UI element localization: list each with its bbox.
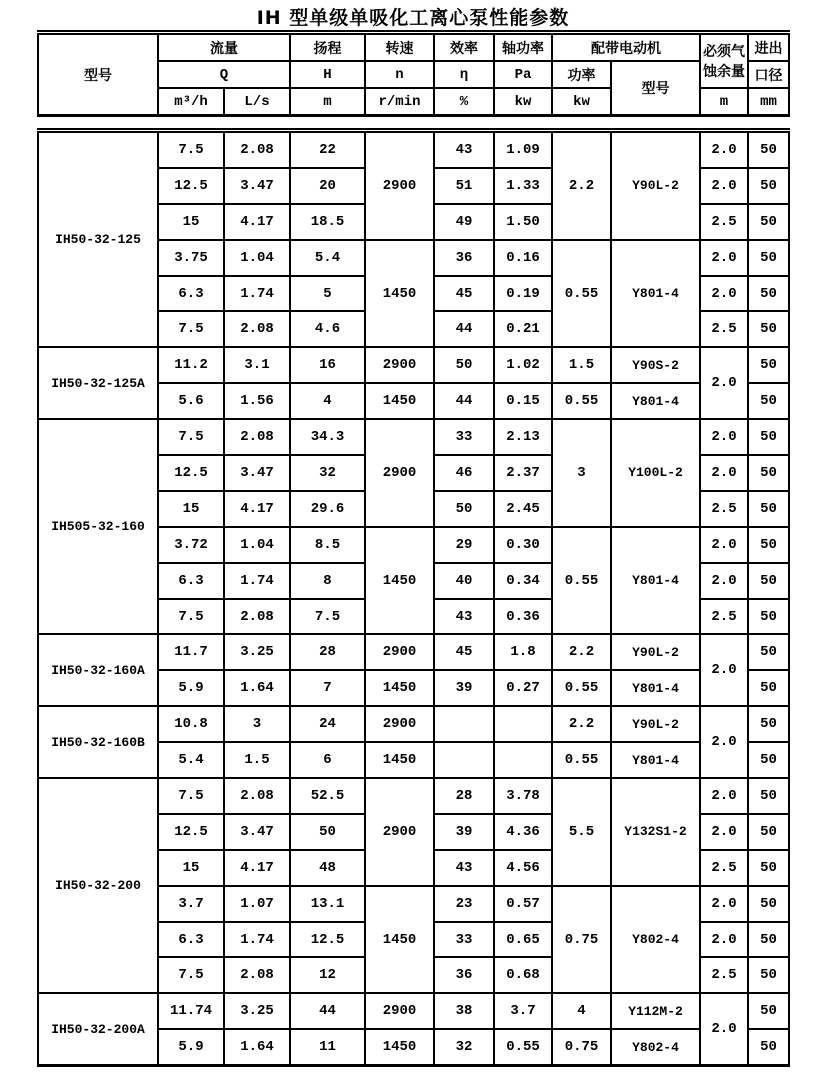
shaft-power-cell: 0.30 (494, 527, 552, 563)
shaft-power-cell: 0.55 (494, 1029, 552, 1065)
shaft-power-cell: 0.57 (494, 886, 552, 922)
flow-m3h-cell: 6.3 (158, 563, 224, 599)
speed-cell: 2900 (365, 778, 434, 886)
flow-m3h-cell: 7.5 (158, 419, 224, 455)
speed-cell: 1450 (365, 742, 434, 778)
motor-power-cell: 5.5 (552, 778, 611, 886)
port-diameter-cell: 50 (748, 922, 789, 958)
npsh-cell: 2.5 (700, 599, 748, 635)
efficiency-cell (434, 706, 494, 742)
flow-ls-cell: 3.1 (224, 347, 290, 383)
motor-power-cell: 0.75 (552, 886, 611, 994)
head-cell: 5 (290, 276, 365, 312)
head-cell: 8.5 (290, 527, 365, 563)
flow-ls-cell: 3.25 (224, 634, 290, 670)
port-diameter-cell: 50 (748, 634, 789, 670)
head-cell: 20 (290, 168, 365, 204)
flow-ls-cell: 1.56 (224, 383, 290, 419)
table-row (38, 347, 789, 383)
head-cell: 13.1 (290, 886, 365, 922)
efficiency-cell: 44 (434, 383, 494, 419)
pump-model-cell: IH505-32-160 (38, 419, 158, 634)
speed-cell: 2900 (365, 347, 434, 383)
head-cell: 5.4 (290, 240, 365, 276)
header-flow-unit-m3h: m³/h (158, 88, 224, 116)
pump-model-cell: IH50-32-200A (38, 993, 158, 1065)
efficiency-cell: 43 (434, 850, 494, 886)
efficiency-cell: 49 (434, 204, 494, 240)
flow-ls-cell: 1.74 (224, 563, 290, 599)
shaft-power-cell: 4.56 (494, 850, 552, 886)
flow-ls-cell: 4.17 (224, 204, 290, 240)
efficiency-cell (434, 742, 494, 778)
head-cell: 7 (290, 670, 365, 706)
head-cell: 6 (290, 742, 365, 778)
shaft-power-cell: 0.36 (494, 599, 552, 635)
flow-ls-cell: 1.04 (224, 240, 290, 276)
motor-model-cell: Y90L-2 (611, 131, 700, 240)
flow-ls-cell: 1.5 (224, 742, 290, 778)
table-title: IH 型单级单吸化工离心泵性能参数 (256, 7, 570, 29)
header-speed-label: 转速 (365, 33, 434, 62)
npsh-cell: 2.0 (700, 419, 748, 455)
flow-ls-cell: 1.74 (224, 922, 290, 958)
port-diameter-cell: 50 (748, 455, 789, 491)
efficiency-cell: 45 (434, 634, 494, 670)
npsh-cell: 2.0 (700, 131, 748, 168)
head-cell: 11 (290, 1029, 365, 1065)
efficiency-cell: 28 (434, 778, 494, 814)
npsh-cell: 2.0 (700, 455, 748, 491)
npsh-cell: 2.5 (700, 491, 748, 527)
pump-table (37, 128, 790, 1067)
motor-model-cell: Y112M-2 (611, 993, 700, 1029)
pump-table-body (38, 131, 789, 1066)
flow-ls-cell: 2.08 (224, 131, 290, 168)
npsh-cell: 2.0 (700, 240, 748, 276)
port-diameter-cell: 50 (748, 168, 789, 204)
flow-m3h-cell: 12.5 (158, 814, 224, 850)
flow-m3h-cell: 11.7 (158, 634, 224, 670)
port-diameter-cell: 50 (748, 419, 789, 455)
pump-model-cell: IH50-32-125A (38, 347, 158, 419)
npsh-cell: 2.0 (700, 993, 748, 1065)
header-npsh-line2: 蚀余量 (703, 64, 745, 80)
header-efficiency-unit: % (434, 88, 494, 116)
pump-model-cell: IH50-32-160B (38, 706, 158, 778)
header-npsh-unit: m (700, 88, 748, 116)
flow-m3h-cell: 7.5 (158, 311, 224, 347)
shaft-power-cell: 1.50 (494, 204, 552, 240)
flow-m3h-cell: 3.7 (158, 886, 224, 922)
header-row-1 (38, 33, 789, 62)
flow-ls-cell: 1.64 (224, 670, 290, 706)
head-cell: 8 (290, 563, 365, 599)
head-cell: 7.5 (290, 599, 365, 635)
motor-power-cell: 0.55 (552, 527, 611, 635)
port-diameter-cell: 50 (748, 527, 789, 563)
flow-m3h-cell: 3.72 (158, 527, 224, 563)
header-port-line2: 口径 (748, 61, 789, 88)
npsh-cell: 2.0 (700, 168, 748, 204)
port-diameter-cell: 50 (748, 886, 789, 922)
flow-m3h-cell: 15 (158, 204, 224, 240)
efficiency-cell: 46 (434, 455, 494, 491)
shaft-power-cell: 3.7 (494, 993, 552, 1029)
port-diameter-cell: 50 (748, 850, 789, 886)
header-head-label: 扬程 (290, 33, 365, 62)
port-diameter-cell: 50 (748, 311, 789, 347)
port-diameter-cell: 50 (748, 599, 789, 635)
table-row (38, 419, 789, 455)
shaft-power-cell: 2.45 (494, 491, 552, 527)
npsh-cell: 2.5 (700, 311, 748, 347)
flow-m3h-cell: 15 (158, 491, 224, 527)
motor-model-cell: Y90L-2 (611, 634, 700, 670)
motor-power-cell: 4 (552, 993, 611, 1029)
head-cell: 24 (290, 706, 365, 742)
motor-power-cell: 0.55 (552, 742, 611, 778)
shaft-power-cell: 0.19 (494, 276, 552, 312)
efficiency-cell: 33 (434, 922, 494, 958)
efficiency-cell: 38 (434, 993, 494, 1029)
npsh-cell: 2.0 (700, 778, 748, 814)
table-row (38, 993, 789, 1029)
speed-cell: 2900 (365, 706, 434, 742)
head-cell: 32 (290, 455, 365, 491)
port-diameter-cell: 50 (748, 131, 789, 168)
efficiency-cell: 36 (434, 240, 494, 276)
speed-cell: 1450 (365, 1029, 434, 1065)
efficiency-cell: 23 (434, 886, 494, 922)
header-motor-power-unit: kw (552, 88, 611, 116)
motor-model-cell: Y90L-2 (611, 706, 700, 742)
shaft-power-cell: 0.34 (494, 563, 552, 599)
head-cell: 52.5 (290, 778, 365, 814)
shaft-power-cell (494, 742, 552, 778)
flow-ls-cell: 1.64 (224, 1029, 290, 1065)
flow-m3h-cell: 10.8 (158, 706, 224, 742)
npsh-cell: 2.0 (700, 634, 748, 706)
head-cell: 12 (290, 957, 365, 993)
port-diameter-cell: 50 (748, 563, 789, 599)
motor-model-cell: Y801-4 (611, 742, 700, 778)
speed-cell: 1450 (365, 383, 434, 419)
header-speed-unit: r/min (365, 88, 434, 116)
flow-m3h-cell: 7.5 (158, 599, 224, 635)
header-npsh-line1: 必须气 (703, 44, 745, 60)
port-diameter-cell: 50 (748, 491, 789, 527)
head-cell: 16 (290, 347, 365, 383)
efficiency-cell: 50 (434, 347, 494, 383)
npsh-cell: 2.0 (700, 347, 748, 419)
flow-m3h-cell: 7.5 (158, 131, 224, 168)
flow-ls-cell: 3.47 (224, 814, 290, 850)
speed-cell: 2900 (365, 419, 434, 527)
port-diameter-cell: 50 (748, 276, 789, 312)
head-cell: 28 (290, 634, 365, 670)
flow-m3h-cell: 5.4 (158, 742, 224, 778)
motor-power-cell: 2.2 (552, 131, 611, 240)
flow-m3h-cell: 15 (158, 850, 224, 886)
head-cell: 48 (290, 850, 365, 886)
shaft-power-cell: 0.65 (494, 922, 552, 958)
head-cell: 12.5 (290, 922, 365, 958)
flow-m3h-cell: 11.74 (158, 993, 224, 1029)
shaft-power-cell: 3.78 (494, 778, 552, 814)
shaft-power-cell: 1.8 (494, 634, 552, 670)
motor-power-cell: 0.55 (552, 240, 611, 348)
shaft-power-cell: 0.27 (494, 670, 552, 706)
header-head-unit: m (290, 88, 365, 116)
header-npsh-label (700, 33, 748, 89)
speed-cell: 1450 (365, 886, 434, 994)
motor-power-cell: 3 (552, 419, 611, 527)
head-cell: 50 (290, 814, 365, 850)
port-diameter-cell: 50 (748, 1029, 789, 1065)
speed-cell: 2900 (365, 634, 434, 670)
efficiency-cell: 45 (434, 276, 494, 312)
table-row (38, 131, 789, 168)
speed-cell: 2900 (365, 993, 434, 1029)
pump-model-cell: IH50-32-160A (38, 634, 158, 706)
motor-model-cell: Y801-4 (611, 383, 700, 419)
flow-ls-cell: 2.08 (224, 419, 290, 455)
efficiency-cell: 33 (434, 419, 494, 455)
header-flow-symbol: Q (158, 61, 290, 88)
motor-model-cell: Y132S1-2 (611, 778, 700, 886)
flow-m3h-cell: 7.5 (158, 957, 224, 993)
head-cell: 4 (290, 383, 365, 419)
port-diameter-cell: 50 (748, 957, 789, 993)
flow-ls-cell: 3.25 (224, 993, 290, 1029)
port-diameter-cell: 50 (748, 814, 789, 850)
header-shaft-power-unit: kw (494, 88, 552, 116)
npsh-cell: 2.5 (700, 850, 748, 886)
shaft-power-cell: 1.09 (494, 131, 552, 168)
flow-m3h-cell: 5.6 (158, 383, 224, 419)
header-head-symbol: H (290, 61, 365, 88)
flow-m3h-cell: 6.3 (158, 276, 224, 312)
motor-power-cell: 2.2 (552, 634, 611, 670)
flow-ls-cell: 4.17 (224, 491, 290, 527)
header-port-unit: mm (748, 88, 789, 116)
flow-m3h-cell: 5.9 (158, 1029, 224, 1065)
npsh-cell: 2.0 (700, 276, 748, 312)
flow-m3h-cell: 11.2 (158, 347, 224, 383)
speed-cell: 1450 (365, 670, 434, 706)
flow-ls-cell: 3.47 (224, 455, 290, 491)
efficiency-cell: 43 (434, 599, 494, 635)
shaft-power-cell (494, 706, 552, 742)
flow-ls-cell: 3 (224, 706, 290, 742)
header-motor-power-label: 功率 (552, 61, 611, 88)
header-flow-unit-ls: L/s (224, 88, 290, 116)
flow-m3h-cell: 3.75 (158, 240, 224, 276)
table-row (38, 634, 789, 670)
efficiency-cell: 50 (434, 491, 494, 527)
port-diameter-cell: 50 (748, 993, 789, 1029)
flow-ls-cell: 3.47 (224, 168, 290, 204)
head-cell: 29.6 (290, 491, 365, 527)
port-diameter-cell: 50 (748, 742, 789, 778)
motor-model-cell: Y90S-2 (611, 347, 700, 383)
flow-m3h-cell: 12.5 (158, 455, 224, 491)
efficiency-cell: 40 (434, 563, 494, 599)
port-diameter-cell: 50 (748, 778, 789, 814)
shaft-power-cell: 0.15 (494, 383, 552, 419)
shaft-power-cell: 2.37 (494, 455, 552, 491)
flow-m3h-cell: 12.5 (158, 168, 224, 204)
header-model-label: 型号 (38, 33, 158, 116)
motor-power-cell: 0.55 (552, 670, 611, 706)
motor-model-cell: Y801-4 (611, 240, 700, 348)
motor-model-cell: Y802-4 (611, 1029, 700, 1065)
shaft-power-cell: 0.68 (494, 957, 552, 993)
motor-model-cell: Y100L-2 (611, 419, 700, 527)
speed-cell: 1450 (365, 240, 434, 348)
npsh-cell: 2.0 (700, 922, 748, 958)
motor-power-cell: 0.75 (552, 1029, 611, 1065)
flow-ls-cell: 1.74 (224, 276, 290, 312)
header-efficiency-label: 效率 (434, 33, 494, 62)
port-diameter-cell: 50 (748, 204, 789, 240)
port-diameter-cell: 50 (748, 347, 789, 383)
head-cell: 18.5 (290, 204, 365, 240)
flow-ls-cell: 2.08 (224, 778, 290, 814)
header-speed-symbol: n (365, 61, 434, 88)
port-diameter-cell: 50 (748, 383, 789, 419)
npsh-cell: 2.0 (700, 886, 748, 922)
header-shaft-power-symbol: Pa (494, 61, 552, 88)
flow-ls-cell: 1.04 (224, 527, 290, 563)
flow-ls-cell: 4.17 (224, 850, 290, 886)
flow-m3h-cell: 6.3 (158, 922, 224, 958)
shaft-power-cell: 2.13 (494, 419, 552, 455)
head-cell: 34.3 (290, 419, 365, 455)
shaft-power-cell: 4.36 (494, 814, 552, 850)
table-row (38, 706, 789, 742)
efficiency-cell: 44 (434, 311, 494, 347)
efficiency-cell: 32 (434, 1029, 494, 1065)
port-diameter-cell: 50 (748, 670, 789, 706)
shaft-power-cell: 0.21 (494, 311, 552, 347)
header-port-line1: 进出 (748, 33, 789, 62)
npsh-cell: 2.0 (700, 814, 748, 850)
efficiency-cell: 29 (434, 527, 494, 563)
header-shaft-power-label: 轴功率 (494, 33, 552, 62)
shaft-power-cell: 1.02 (494, 347, 552, 383)
flow-m3h-cell: 7.5 (158, 778, 224, 814)
flow-m3h-cell: 5.9 (158, 670, 224, 706)
motor-model-cell: Y801-4 (611, 527, 700, 635)
flow-ls-cell: 2.08 (224, 311, 290, 347)
npsh-cell: 2.5 (700, 957, 748, 993)
npsh-cell: 2.0 (700, 563, 748, 599)
pump-model-cell: IH50-32-200 (38, 778, 158, 993)
shaft-power-cell: 1.33 (494, 168, 552, 204)
speed-cell: 1450 (365, 527, 434, 635)
efficiency-cell: 51 (434, 168, 494, 204)
motor-model-cell: Y802-4 (611, 886, 700, 994)
header-motor-model-label: 型号 (611, 61, 700, 116)
npsh-cell: 2.5 (700, 204, 748, 240)
pump-model-cell: IH50-32-125 (38, 131, 158, 348)
npsh-cell: 2.0 (700, 527, 748, 563)
motor-power-cell: 0.55 (552, 383, 611, 419)
motor-power-cell: 2.2 (552, 706, 611, 742)
port-diameter-cell: 50 (748, 240, 789, 276)
head-cell: 4.6 (290, 311, 365, 347)
shaft-power-cell: 0.16 (494, 240, 552, 276)
efficiency-cell: 39 (434, 670, 494, 706)
efficiency-cell: 36 (434, 957, 494, 993)
head-cell: 22 (290, 131, 365, 168)
flow-ls-cell: 1.07 (224, 886, 290, 922)
efficiency-cell: 39 (434, 814, 494, 850)
header-table (37, 30, 790, 117)
motor-model-cell: Y801-4 (611, 670, 700, 706)
header-motor-label: 配带电动机 (552, 33, 700, 62)
flow-ls-cell: 2.08 (224, 957, 290, 993)
speed-cell: 2900 (365, 131, 434, 240)
header-flow-label: 流量 (158, 33, 290, 62)
table-row (38, 778, 789, 814)
port-diameter-cell: 50 (748, 706, 789, 742)
motor-power-cell: 1.5 (552, 347, 611, 383)
header-efficiency-symbol: η (434, 61, 494, 88)
head-cell: 44 (290, 993, 365, 1029)
efficiency-cell: 43 (434, 131, 494, 168)
flow-ls-cell: 2.08 (224, 599, 290, 635)
npsh-cell: 2.0 (700, 706, 748, 778)
